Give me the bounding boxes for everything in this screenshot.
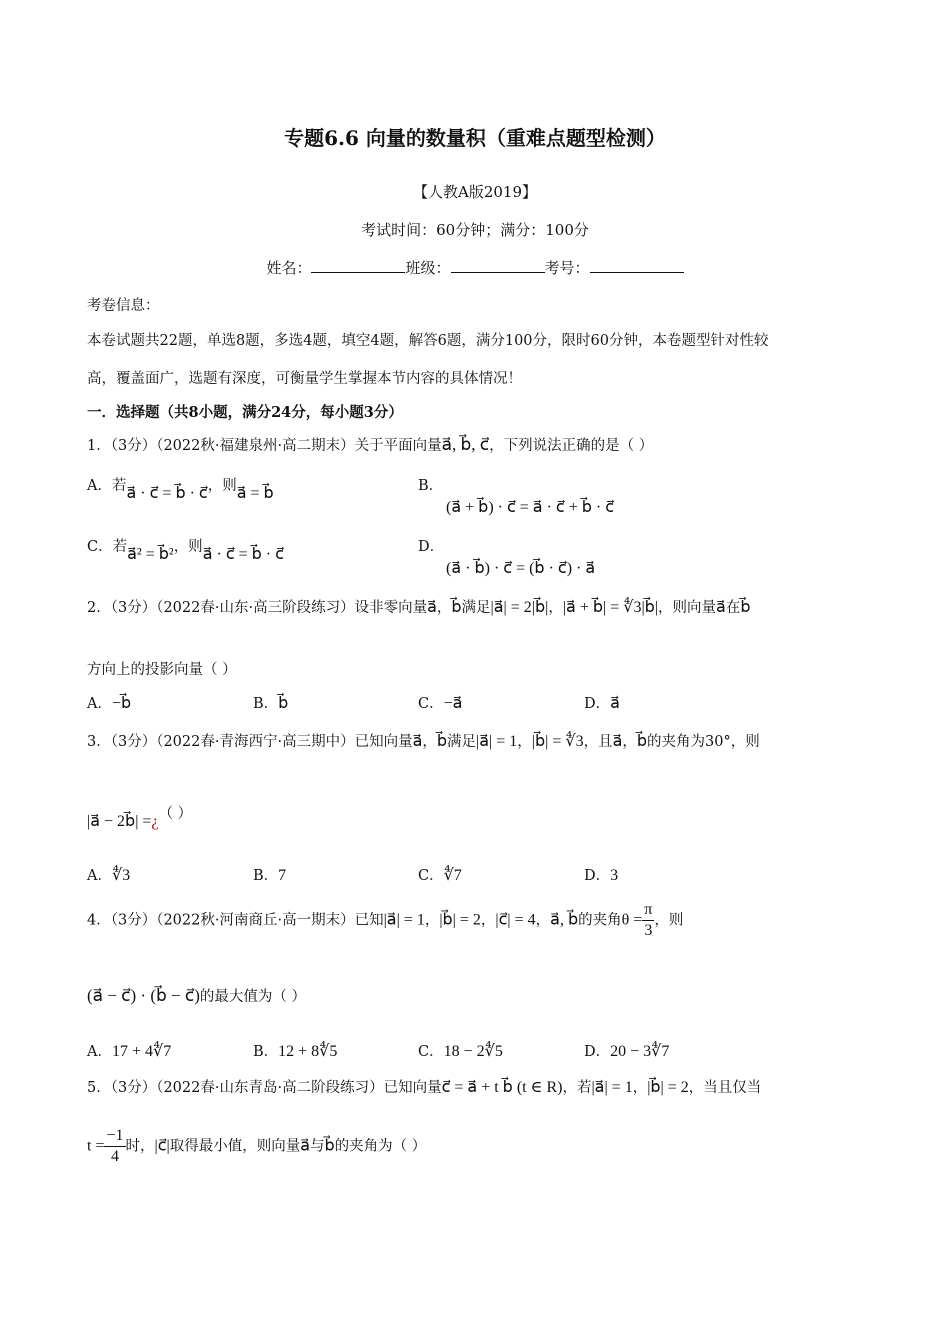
q3-option-c: C．∜7 bbox=[418, 867, 462, 884]
question-2-line-2: 方向上的投影向量（ ） bbox=[87, 662, 237, 678]
student-info-line bbox=[0, 257, 950, 278]
q1-option-a: A．若a⃗ · c⃗ = b⃗ · c⃗，则a⃗ = b⃗ bbox=[87, 478, 274, 502]
q1-option-d: D． (a⃗ · b⃗) · c⃗ = (b⃗ · c⃗) · a⃗ bbox=[418, 539, 596, 577]
q3-option-b: B．7 bbox=[253, 867, 287, 884]
question-5-line-2: t = $\frac{-1}{4}$ 时，|c⃗|取得最小值，则向量a⃗与b⃗的夹角为（ ） bbox=[87, 1127, 427, 1165]
question-1-stem: 1．（3分）（2022秋·福建泉州·高二期末）关于平面向量a⃗, b⃗, c⃗，下列说法正确的是（ ） bbox=[87, 435, 654, 454]
name-blank bbox=[311, 258, 405, 273]
pi-over-3-fraction: $\frac{\pi}{3}$ bbox=[644, 901, 653, 939]
q3-option-a: A．∜3 bbox=[87, 867, 131, 884]
q4-option-c: C．18 − 2∜5 bbox=[418, 1043, 503, 1060]
number-blank bbox=[590, 258, 684, 273]
exam-time: 考试时间：60分钟；满分：100分 bbox=[361, 221, 589, 239]
page-title: 专题6.6 向量的数量积（重难点题型检测） bbox=[284, 126, 666, 150]
q4-option-d: D．20 − 3∜7 bbox=[584, 1043, 670, 1060]
question-4-line-2: (a⃗ − c⃗) · (b⃗ − c⃗)的最大值为（ ） bbox=[87, 986, 306, 1005]
q1-option-b: B． (a⃗ + b⃗) · c⃗ = a⃗ · c⃗ + b⃗ · c⃗ bbox=[418, 478, 615, 516]
q2-option-d: D．a⃗ bbox=[584, 695, 620, 712]
question-5-stem: 5．（3分）（2022春·山东青岛·高二阶段练习）已知向量c⃗ = a⃗ + t b⃗ (t ∈ R)，若|a⃗| = 1，|b⃗| = 2，当且仅当 bbox=[87, 1079, 762, 1096]
class-blank bbox=[451, 258, 545, 273]
q4-option-a: A．17 + 4∜7 bbox=[87, 1043, 172, 1060]
question-2-stem: 2．（3分）（2022春·山东·高三阶段练习）设非零向量a⃗，b⃗满足|a⃗| = 2|b⃗|，|a⃗ + b⃗| = ∜3|b⃗|，则向量a⃗在b⃗ bbox=[87, 599, 751, 616]
q2-option-b: B．b⃗ bbox=[253, 695, 289, 712]
question-4-stem: 4．（3分）（2022秋·河南商丘·高一期末）已知|a⃗| = 1，|b⃗| = 2，|c⃗| = 4，a⃗, b⃗的夹角θ = $\frac{\pi}{3}$ ，则 bbox=[87, 901, 684, 939]
q2-option-a: A．−b⃗ bbox=[87, 695, 132, 712]
question-3-line-2: |a⃗ − 2b⃗| =¿（ ） bbox=[87, 806, 193, 830]
q3-option-d: D．3 bbox=[584, 867, 619, 884]
q1-vectors: a⃗, b⃗, c⃗ bbox=[441, 435, 490, 454]
section-heading: 一．选择题（共8小题，满分24分，每小题3分） bbox=[87, 404, 403, 421]
info-heading: 考卷信息： bbox=[87, 298, 160, 314]
edition-label: 【人教A版2019】 bbox=[412, 183, 537, 201]
q4-option-b: B．12 + 8∜5 bbox=[253, 1043, 338, 1060]
q1-option-c: C．若a⃗² = b⃗²，则a⃗ · c⃗ = b⃗ · c⃗ bbox=[87, 539, 284, 563]
name-label: 姓名： bbox=[266, 259, 312, 277]
class-label: 班级： bbox=[405, 259, 451, 277]
minus-one-quarter-fraction: $\frac{-1}{4}$ bbox=[106, 1127, 124, 1165]
info-line-2: 高，覆盖面广，选题有深度，可衡量学生掌握本节内容的具体情况！ bbox=[87, 371, 522, 387]
info-line-1: 本卷试题共22题，单选8题，多选4题，填空4题，解答6题，满分100分，限时60分钟，本卷题型针对性较 bbox=[87, 333, 769, 349]
question-3-stem: 3．（3分）（2022春·青海西宁·高三期中）已知向量a⃗，b⃗满足|a⃗| = 1，|b⃗| = ∜3，且a⃗，b⃗的夹角为30°，则 bbox=[87, 733, 760, 750]
number-label: 考号： bbox=[544, 259, 590, 277]
q2-option-c: C．−a⃗ bbox=[418, 695, 463, 712]
